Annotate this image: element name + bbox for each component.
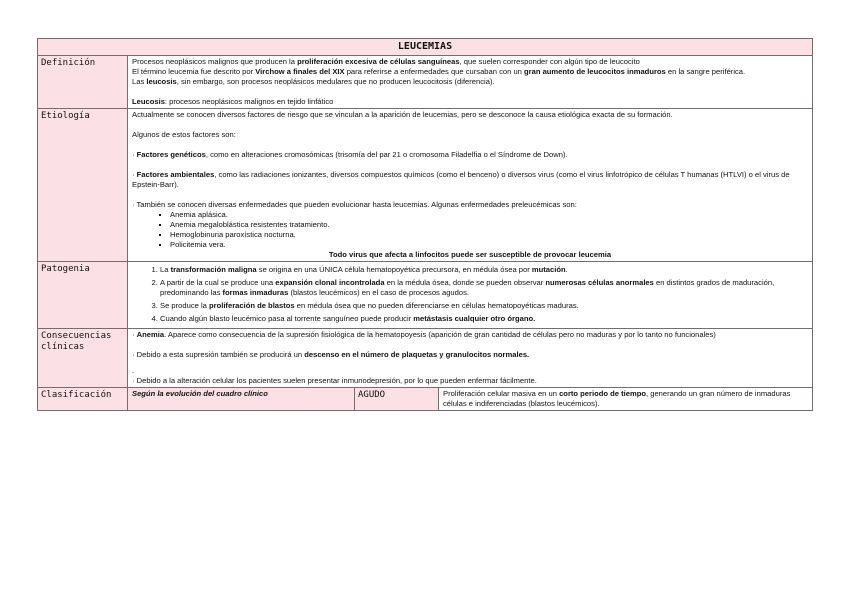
factores-ambientales: · Factores ambientales, como las radiaciones ionizantes, diversos compuestos químicos (como el benceno) o diversos virus (como el virus linfotrópico de células T humanas (HTLVI) o el virus de Epstein-Barr). (132, 170, 790, 189)
patogenia-label: Patogenia (38, 262, 128, 329)
list-item: ▪ Anemia aplásica. (170, 210, 808, 220)
definicion-label: Definición (38, 56, 128, 109)
enfermedades-list (132, 210, 808, 250)
etiologia-algunos: Algunos de estos factores son: (132, 130, 236, 139)
leucemias-table (37, 38, 813, 411)
definicion-content (128, 56, 813, 109)
etiologia-tambien: · También se conocen diversas enfermedades que pueden evolucionar hasta leucemias. Algunas enfermedades preleucémicas son: (132, 200, 577, 209)
definicion-line2: El término leucemia fue descrito por Virchow a finales del XIX para referirse a enfermedades que cursaban con un gran aumento de leucocitos inmaduros en la sangre periférica. (132, 67, 746, 76)
list-item: 3. Se produce la proliferación de blastos en médula ósea que no pueden diferenciarse en células hematopoyéticas maduras. (160, 301, 808, 311)
consecuencias-label: Consecuencias clínicas (38, 329, 128, 388)
etiologia-content (128, 109, 813, 262)
page-title: LEUCEMIAS (38, 39, 813, 56)
patogenia-steps (132, 265, 808, 324)
consecuencias-content (128, 329, 813, 388)
clasificacion-label: Clasificación (38, 388, 128, 411)
factores-geneticos: · Factores genéticos, como en alteraciones cromosómicas (trisomía del par 21 o cromosoma Filadelfia o el Síndrome de Down). (132, 150, 568, 159)
list-item: ▪ Policitemia vera. (170, 240, 808, 250)
clasificacion-desc: Proliferación celular masiva en un corto periodo de tiempo, generando un gran número de inmaduras células e indiferenciadas (blastos leucémicos). (439, 388, 813, 411)
list-item: ▪ Hemoglobinuria paroxística nocturna. (170, 230, 808, 240)
leucosis-line: Leucosis: procesos neoplásicos malignos en tejido linfático (132, 97, 334, 106)
clasificacion-row (38, 388, 813, 411)
list-item: ▪ Anemia megaloblástica resistentes tratamiento. (170, 220, 808, 230)
clasificacion-criterio: Según la evolución del cuadro clínico (128, 388, 355, 411)
descenso-line: · Debido a esta supresión también se producirá un descenso en el número de plaquetas y granulocitos normales. (132, 350, 530, 359)
list-item: 2. A partir de la cual se produce una expansión clonal incontrolada en la médula ósea, donde se pueden observar numerosas células anormales en distintos grados de maduración, predominando las formas inmaduras (blastos leucémicos) en el caso de procesos agudos. (160, 278, 808, 298)
definicion-line3: Las leucosis, sin embargo, son procesos neoplásicos medulares que no producen leucocitosis (diferencia). (132, 77, 495, 86)
anemia-line: · Anemia. Aparece como consecuencia de la supresión fisiológica de la hematopoyesis (aparición de gran cantidad de células pero no maduras y por lo tanto no funcionales) (132, 330, 716, 339)
clasificacion-tipo: AGUDO (355, 388, 439, 411)
dot-line: . (132, 366, 135, 375)
etiologia-label: Etiología (38, 109, 128, 262)
list-item: 4. Cuando algún blasto leucémico pasa al torrente sanguíneo puede producir metástasis cualquier otro órgano. (160, 314, 808, 324)
patogenia-content (128, 262, 813, 329)
etiologia-intro: Actualmente se conocen diversos factores de riesgo que se vinculan a la aparición de leucemias, pero se desconoce la causa etiológica exacta de su formación. (132, 110, 673, 119)
consecuencias-row (38, 329, 813, 388)
definicion-row (38, 56, 813, 109)
title-row (38, 39, 813, 56)
patogenia-row (38, 262, 813, 329)
inmuno-line: · Debido a la alteración celular los pacientes suelen presentar inmunodepresión, por lo que pueden enfermar fácilmente. (132, 376, 537, 385)
etiologia-row (38, 109, 813, 262)
list-item: 1. La transformación maligna se origina en una ÚNICA célula hematopoyética precursora, en médula ósea por mutación. (160, 265, 808, 275)
definicion-line1: Procesos neoplásicos malignos que producen la proliferación excesiva de células sanguíneas, que suelen corresponder con algún tipo de leucocito (132, 57, 640, 66)
virus-note: Todo virus que afecta a linfocitos puede ser susceptible de provocar leucemia (328, 250, 612, 259)
